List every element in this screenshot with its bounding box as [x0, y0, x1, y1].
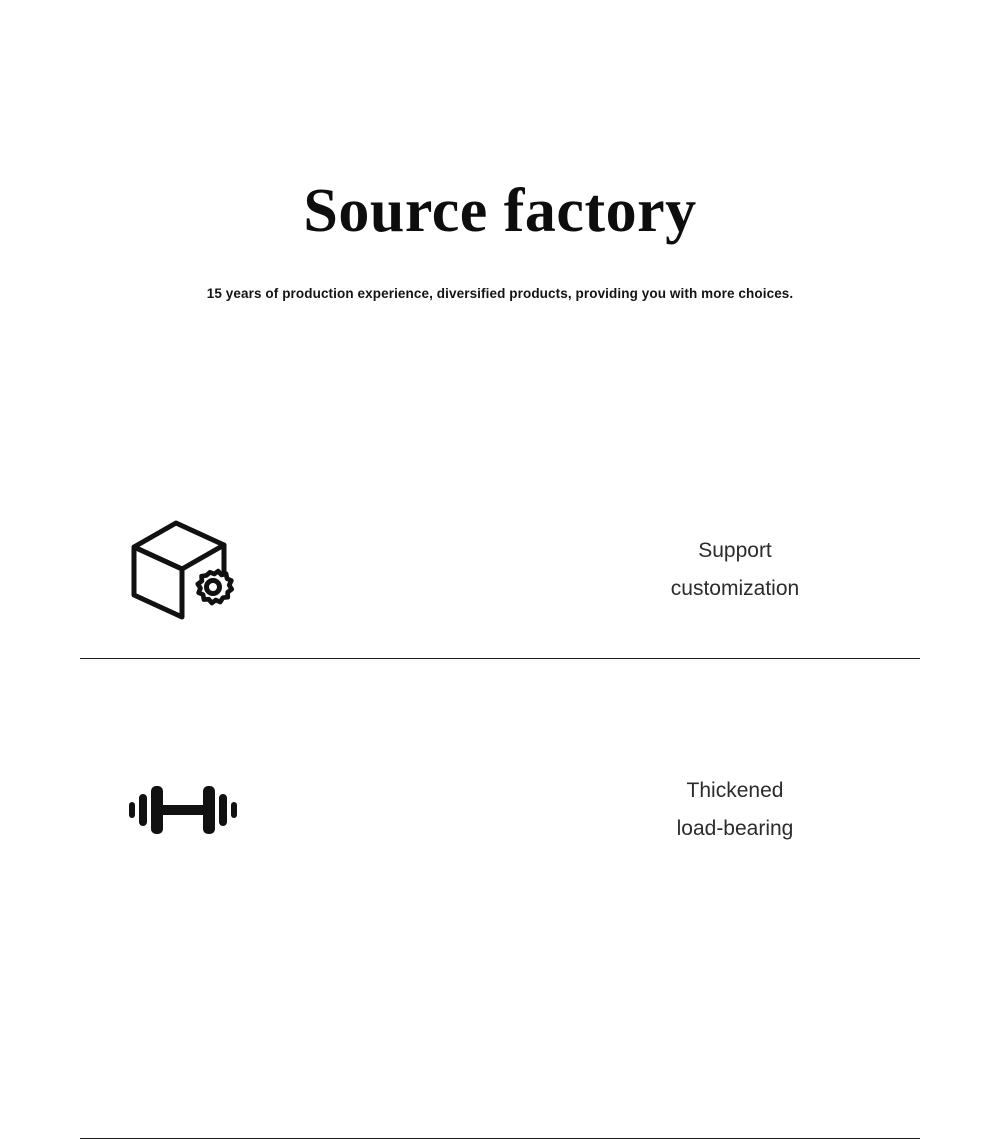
dumbbell-icon	[118, 720, 248, 900]
page-title: Source factory	[303, 177, 697, 245]
feature-list	[0, 480, 1000, 900]
feature-item-load-bearing	[0, 720, 1000, 900]
feature-item-customization	[0, 480, 1000, 660]
feature-text-load-bearing	[560, 720, 910, 900]
feature-line-1: Thickened	[686, 778, 784, 802]
feature-text-customization	[560, 480, 910, 660]
box-gear-icon	[118, 480, 248, 660]
feature-line-1: Support	[698, 538, 772, 562]
feature-divider	[80, 658, 920, 659]
header	[0, 177, 1000, 301]
feature-line-2: customization	[670, 577, 800, 600]
feature-line-2: load-bearing	[676, 817, 794, 840]
page-subtitle: 15 years of production experience, diversified products, providing you with more choices.	[206, 286, 794, 301]
